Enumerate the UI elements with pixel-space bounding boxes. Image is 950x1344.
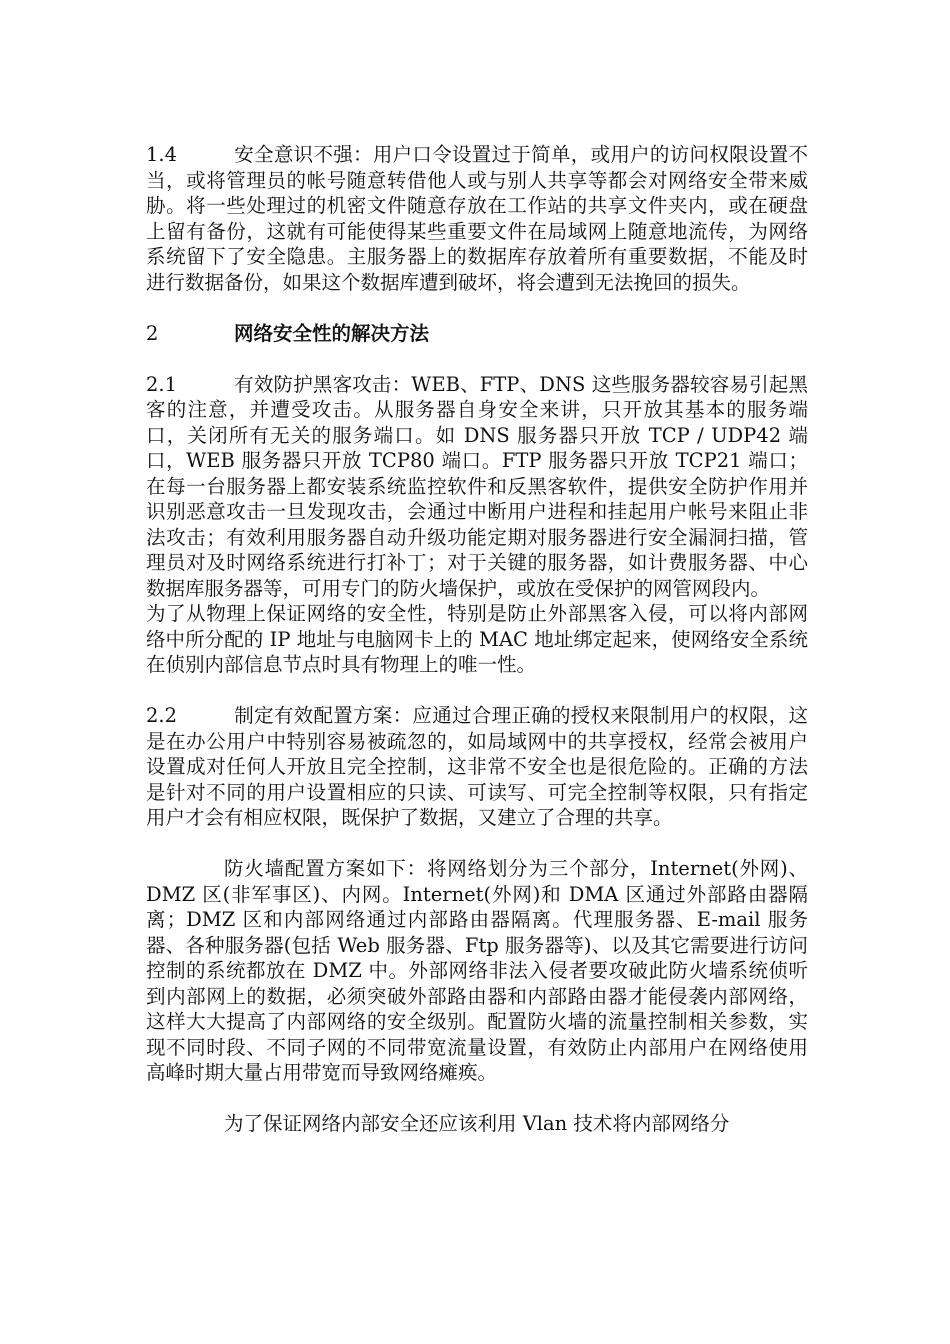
- section-2-1: [146, 372, 808, 602]
- document-page: [146, 142, 808, 1137]
- section-2-heading: [146, 321, 808, 347]
- section-2-2-text: 制定有效配置方案：应通过合理正确的授权来限制用户的权限，这是在办公用户中特别容易被疏忽的，如局域网中的共享授权，经常会被用户设置成对任何人开放且完全控制，这非常不安全也是很危险的。正确的方法是针对不同的用户设置相应的只读、可读写、可完全控制等权限，只有指定用户才会有相应权限，既保护了数据，又建立了合理的共享。: [146, 704, 808, 829]
- firewall-paragraph: 防火墙配置方案如下：将网络划分为三个部分，Internet(外网)、DMZ 区(非军事区)、内网。Internet(外网)和 DMA 区通过外部路由器隔离；DMZ 区和内部网络通过内部路由器隔离。代理服务器、E-mail 服务器、各种服务器(包括 Web 服务器、Ftp 服务器等)、以及其它需要进行访问控制的系统都放在 DMZ 中。外部网络非法入侵者要攻破此防火墙系统侦听到内部网上的数据，必须突破外部路由器和内部路由器才能侵袭内部网络，这样大大提高了内部网络的安全级别。配置防火墙的流量控制相关参数，实现不同时段、不同子网的不同带宽流量设置，有效防止内部用户在网络使用高峰时期大量占用带宽而导致网络瘫痪。: [146, 857, 808, 1084]
- section-2-1-text: 有效防护黑客攻击：WEB、FTP、DNS 这些服务器较容易引起黑客的注意，并遭受攻击。从服务器自身安全来讲，只开放其基本的服务端口，关闭所有无关的服务端口。如 DNS 服务器只开放 TCP / UDP42 端口，WEB 服务器只开放 TCP80 端口。FTP 服务器只开放 TCP21 端口；在每一台服务器上都安装系统监控软件和反黑客软件，提供安全防护作用并识别恶意攻击一旦发现攻击，会通过中断用户进程和挂起用户帐号来阻止非法攻击；有效利用服务器自动升级功能定期对服务器进行安全漏洞扫描，管理员对及时网络系统进行打补丁；对于关键的服务器，如计费服务器、中心数据库服务器等，可用专门的防火墙保护，或放在受保护的网管网段内。: [146, 372, 808, 600]
- heading-number: 2: [146, 321, 159, 345]
- section-number: 1.4: [146, 143, 178, 166]
- paragraph-gap: [146, 831, 808, 857]
- section-1-4-text: 安全意识不强：用户口令设置过于简单，或用户的访问权限设置不当，或将管理员的帐号随意转借他人或与别人共享等都会对网络安全带来威胁。将一些处理过的机密文件随意存放在工作站的共享文件夹内，或在硬盘上留有备份，这就有可能使得某些重要文件在局域网上随意地流传，为网络系统留下了安全隐患。主服务器上的数据库存放着所有重要数据，不能及时进行数据备份，如果这个数据库遭到破坏，将会遭到无法挽回的损失。: [146, 143, 808, 294]
- paragraph-gap: [146, 295, 808, 321]
- vlan-paragraph: 为了保证网络内部安全还应该利用 Vlan 技术将内部网络分: [224, 1112, 730, 1135]
- paragraph-gap: [146, 346, 808, 372]
- section-2-2: [146, 703, 808, 831]
- section-number: 2.1: [146, 372, 178, 396]
- paragraph-gap: [146, 1086, 808, 1112]
- section-number: 2.2: [146, 704, 178, 727]
- section-1-4: [146, 142, 808, 295]
- paragraph-gap: [146, 678, 808, 704]
- section-2-1-continuation: 为了从物理上保证网络的安全性，特别是防止外部黑客入侵，可以将内部网络中所分配的 IP 地址与电脑网卡上的 MAC 地址绑定起来，使网络安全系统在侦别内部信息节点时具有物理上的唯一性。: [146, 602, 808, 676]
- heading-title: 网络安全性的解决方法: [234, 321, 430, 345]
